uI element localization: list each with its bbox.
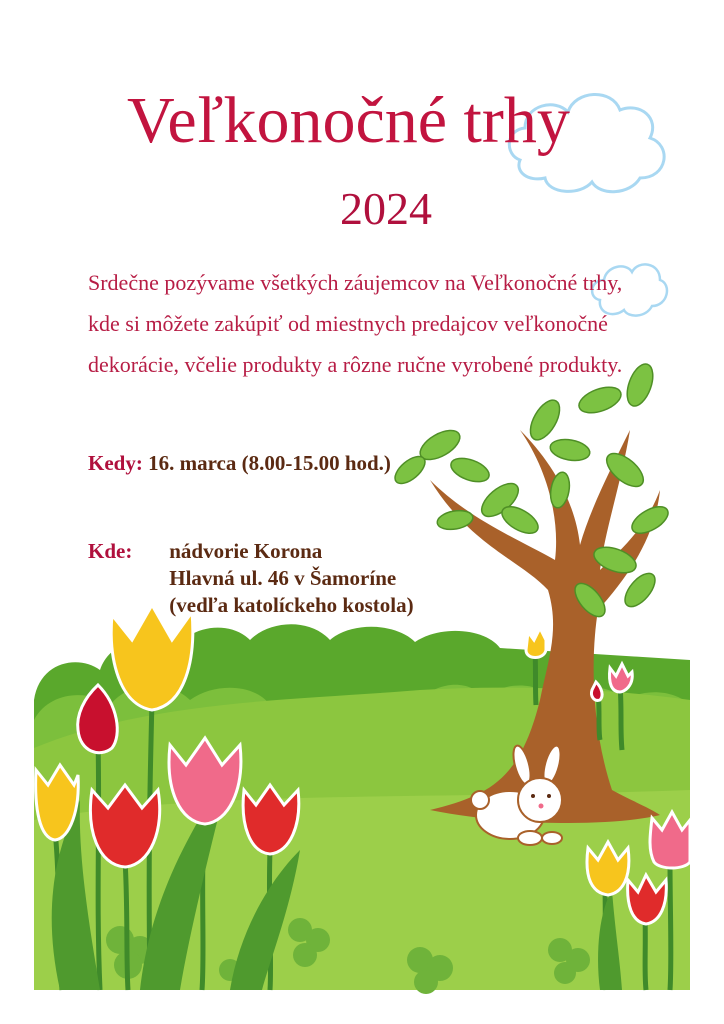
date-label: Kedy: bbox=[88, 451, 143, 475]
poster-year: 2024 bbox=[340, 183, 432, 234]
location-address bbox=[169, 538, 413, 619]
address-line: (vedľa katolíckeho kostola) bbox=[169, 593, 414, 617]
event-date bbox=[88, 451, 391, 476]
date-value: 16. marca (8.00-15.00 hod.) bbox=[148, 451, 391, 475]
event-location bbox=[88, 538, 414, 619]
address-line: Hlavná ul. 46 v Šamoríne bbox=[169, 566, 397, 590]
address-line: nádvorie Korona bbox=[169, 539, 323, 563]
invitation-text: Srdečne pozývame všetkých záujemcov na Veľkonočné trhy, kde si môžete zakúpiť od miestnych predajcov veľkonočné dekorácie, včelie produkty a rôzne ručne vyrobené produkty. bbox=[88, 270, 623, 377]
poster-title: Veľkonočné trhy bbox=[127, 84, 570, 157]
location-label: Kde: bbox=[88, 539, 133, 563]
